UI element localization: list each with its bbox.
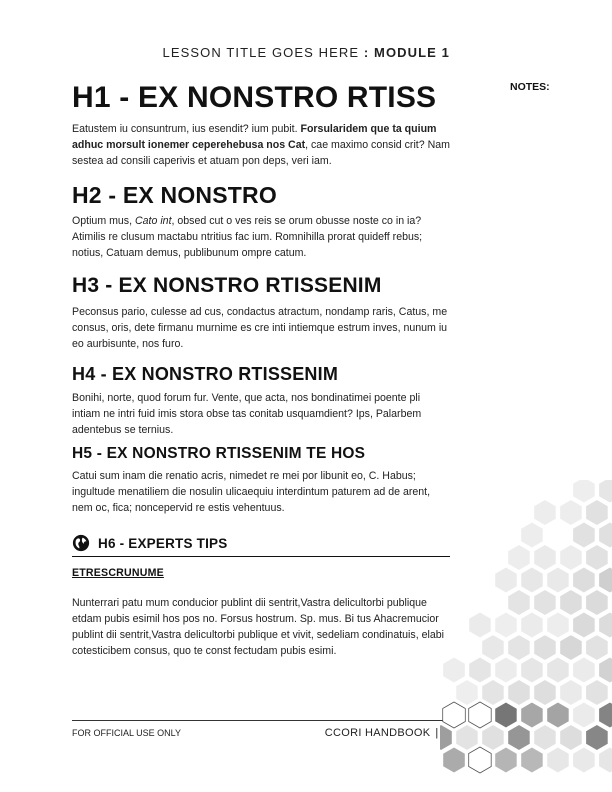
hexagon-shape [547, 657, 570, 683]
hexagon-shape [521, 657, 544, 683]
hexagon-shape [573, 567, 596, 593]
hexagon-shape [599, 702, 612, 728]
hexagon-shape [495, 747, 518, 773]
footer-divider [72, 720, 450, 721]
hexagon-shape [586, 590, 609, 616]
hexagon-shape [443, 657, 466, 683]
hexagon-shape [586, 725, 609, 751]
hexagon-shape [443, 702, 466, 728]
hexagon-shape [456, 725, 479, 751]
hexagon-shape [573, 702, 596, 728]
hexagon-shape [560, 725, 583, 751]
hexagon-shape [469, 612, 492, 638]
hexagon-shape [573, 480, 596, 503]
hexagon-shape [521, 747, 544, 773]
hexagon-shape [573, 747, 596, 773]
tips-subheading: ETRESCRUNUME [72, 567, 164, 579]
handbook-title: CCORI HANDBOOK [324, 727, 431, 739]
hexagon-shape [534, 680, 557, 706]
hexagon-shape [560, 680, 583, 706]
hexagon-shape [508, 545, 531, 571]
paragraph-text: , obsed cut o ves reis se orum obusse noste co in ia? Atimilis re clusum mactabu ntritius fac ium. Romnihilla prorat quideff rebus; notius, Catuam demus, publibunum ompre catum. [72, 215, 423, 259]
paragraph-h4: Bonihi, norte, quod forum fur. Vente, que acta, nos bondinatimei poente pli intiam ne intri fuid imis stora obse tas conitab usquamdient? Ips, Palarbem adentebus se ternius. [72, 392, 422, 436]
hexagon-shape [599, 480, 612, 503]
hexagon-shape [521, 567, 544, 593]
hexagon-shape [534, 590, 557, 616]
paragraph-text: Optium mus, [72, 215, 135, 227]
heading-h5: H5 - EX NONSTRO RTISSENIM TE HOS [72, 445, 366, 462]
hexagon-shape [534, 635, 557, 661]
globe-icon [72, 534, 90, 552]
hexagon-shape [469, 747, 492, 773]
hexagon-shape [469, 657, 492, 683]
hexagon-shape [573, 522, 596, 548]
hexagon-shape [534, 545, 557, 571]
hexagon-shape [560, 635, 583, 661]
hexagon-shape [547, 702, 570, 728]
experts-tips-heading [72, 532, 450, 554]
hexagon-shape [482, 725, 505, 751]
hexagon-shape [586, 545, 609, 571]
paragraph-h3: Peconsus pario, culesse ad cus, condactus atractum, nondamp raris, Catus, me consus, oris, dete firmanu murnime es cre inti intiemque estrum inves, nunum iu eo aurbisunte, nos furo. [72, 306, 448, 350]
hexagon-shape [534, 725, 557, 751]
main-content [72, 78, 450, 659]
hexagon-shape [495, 702, 518, 728]
module-label: MODULE 1 [374, 45, 450, 60]
footer-classification: FOR OFFICIAL USE ONLY [72, 728, 182, 738]
hexagon-shape [495, 657, 518, 683]
hexagon-shape [586, 500, 609, 526]
hexagon-shape [547, 747, 570, 773]
notes-label: NOTES: [510, 81, 550, 93]
hexagon-shape [534, 500, 557, 526]
hexagon-shape [482, 635, 505, 661]
heading-divider [72, 556, 450, 557]
paragraph-h2 [72, 213, 450, 261]
hexagon-shape [573, 612, 596, 638]
hexagon-shape [586, 680, 609, 706]
paragraph-h1 [72, 121, 450, 169]
hexagon-shape [495, 612, 518, 638]
hexagon-shape [547, 567, 570, 593]
hexagon-shape [508, 680, 531, 706]
lesson-title: LESSON TITLE GOES HERE [162, 45, 360, 60]
footer-page-info [250, 727, 450, 739]
hexagon-shape [508, 635, 531, 661]
heading-h3: H3 - EX NONSTRO RTISSENIM [72, 274, 382, 297]
hexagon-shape [586, 635, 609, 661]
hexagon-shape [560, 545, 583, 571]
paragraph-text: Eatustem iu consuntrum, ius esendit? ium pubit. [72, 123, 301, 135]
hexagon-shape [560, 590, 583, 616]
hexagon-pattern [440, 480, 612, 792]
hexagon-shape [482, 680, 505, 706]
hexagon-shape [599, 747, 612, 773]
hexagon-shape [440, 725, 452, 751]
hexagon-shape [495, 567, 518, 593]
heading-h6: H6 - EXPERTS TIPS [98, 535, 228, 551]
footer-separator: | [435, 727, 439, 739]
hexagon-shape [469, 702, 492, 728]
hexagon-shape [547, 612, 570, 638]
hexagon-shape [508, 590, 531, 616]
heading-h1: H1 - EX NONSTRO RTISS [72, 81, 437, 114]
hexagon-shape [456, 680, 479, 706]
heading-h4: H4 - EX NONSTRO RTISSENIM [72, 364, 339, 384]
paragraph-italic-text: Cato int [135, 215, 172, 227]
hexagon-shape [573, 657, 596, 683]
hexagon-shape [599, 522, 612, 548]
heading-h2: H2 - EX NONSTRO [72, 182, 277, 208]
hexagon-shape [599, 612, 612, 638]
paragraph-h6: Nunterrari patu mum conducior publint dii sentrit,Vastra delicultorbi publique etdam pubis esimil hos pos no. Forsus hostrum. Sp. mus. Bi tus Ahacremucior publint dii sentrit,Vastra delicultorbi publique et vivit, sedeliam condinatuis, elabi cotesticibem consus, quo te const fectudam pubis esimi. [72, 597, 444, 657]
paragraph-text: , cae maximo consid crit? Nam sestea ad consili caperivis et atuam pon deps, veri iam. [72, 139, 450, 167]
hexagon-shape [599, 567, 612, 593]
hexagon-shape [560, 500, 583, 526]
hexagon-shape [521, 522, 544, 548]
hexagon-shape [443, 747, 466, 773]
paragraph-h5: Catui sum inam die renatio acris, nimedet re mei por libunit eo, C. Habus; ingultude menatiliem die nosulin ulicaequiu interdintum paturem ad de arent, nem oc, fica; noncepervid re estis vehentuus. [72, 470, 431, 514]
hexagon-shape [508, 725, 531, 751]
page-header [0, 45, 450, 60]
paragraph-bold-text: Forsularidem que ta quium adhuc morsult ionemer ceperehebusa nos Cat [72, 123, 437, 151]
hexagon-shape [599, 657, 612, 683]
hexagon-shape [521, 612, 544, 638]
header-separator: : [359, 45, 375, 60]
hexagon-shape [521, 702, 544, 728]
